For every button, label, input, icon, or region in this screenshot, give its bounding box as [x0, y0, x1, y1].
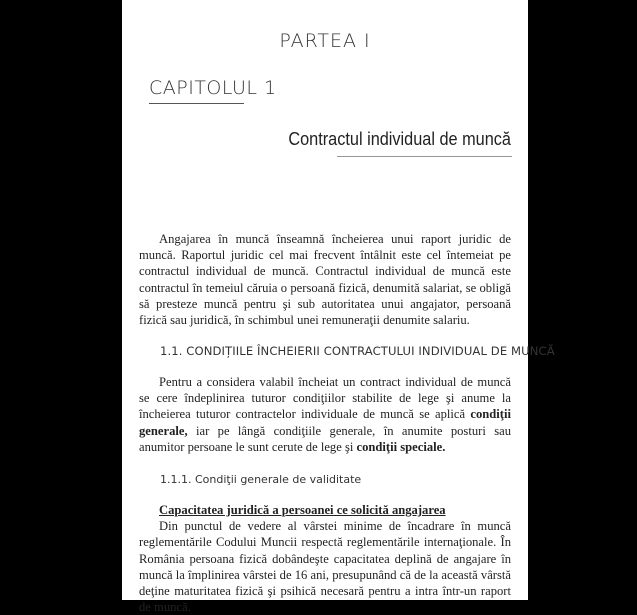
chapter-label: CAPITOLUL 1 [149, 77, 277, 99]
section-heading-1-1-1: 1.1.1. Condiţii generale de validitate [160, 473, 362, 486]
chapter-title: Contractul individual de muncă [288, 128, 511, 149]
intro-paragraph [139, 231, 511, 328]
subheading-legal-capacity: Capacitatea juridică a persoanei ce solicită angajarea [159, 503, 446, 517]
section-1-1-paragraph [139, 374, 511, 455]
intro-text: Angajarea în muncă înseamnă încheierea unui raport juridic de muncă. Raportul juridic cel mai frecvent întâlnit este cel întemeiat pe contractul individual de muncă. Contractul individual de muncă este contractul în temeiul căruia o persoană fizică, denumită salariat, se obligă să presteze muncă pentru şi sub autoritatea unui angajator, persoană fizică sau juridică, în schimbul unei remuneraţii denumite salariu. [139, 232, 511, 328]
chapter-title-underline [337, 156, 512, 157]
bold-general-conditions: condiţii generale, [139, 407, 511, 438]
part-heading: PARTEA I [279, 30, 371, 52]
text-part: iar pe lângă condiţiile generale, în anumite posturi sau anumitor persoane le sunt cerute de lege şi [139, 423, 511, 454]
document-page [122, 0, 555, 615]
legal-capacity-paragraph: Din punctul de vedere al vârstei minime de încadrare în muncă reglementările Codului Muncii respectă reglementările internaţionale. În România persoana fizică dobândeşte capacitatea deplină de angajare în muncă la împlinirea vârstei de 16 ani, presupunând că de la această vârstă deţine maturitatea fizică şi psihică necesară pentru a intra într-un raport de muncă. [139, 519, 511, 615]
text-part: Pentru a considera valabil încheiat un contract individual de muncă se cere îndeplinirea tuturor condiţiilor stabilite de lege şi anume la încheierea tuturor contractelor individuale de muncă se aplică [139, 375, 511, 422]
section-1-1-1-block [139, 502, 511, 615]
bold-special-conditions: condiţii speciale. [356, 439, 446, 454]
chapter-label-underline [149, 103, 244, 104]
section-heading-1-1: 1.1. CONDIȚIILE ÎNCHEIERII CONTRACTULUI INDIVIDUAL DE MUNCĂ [160, 344, 555, 358]
